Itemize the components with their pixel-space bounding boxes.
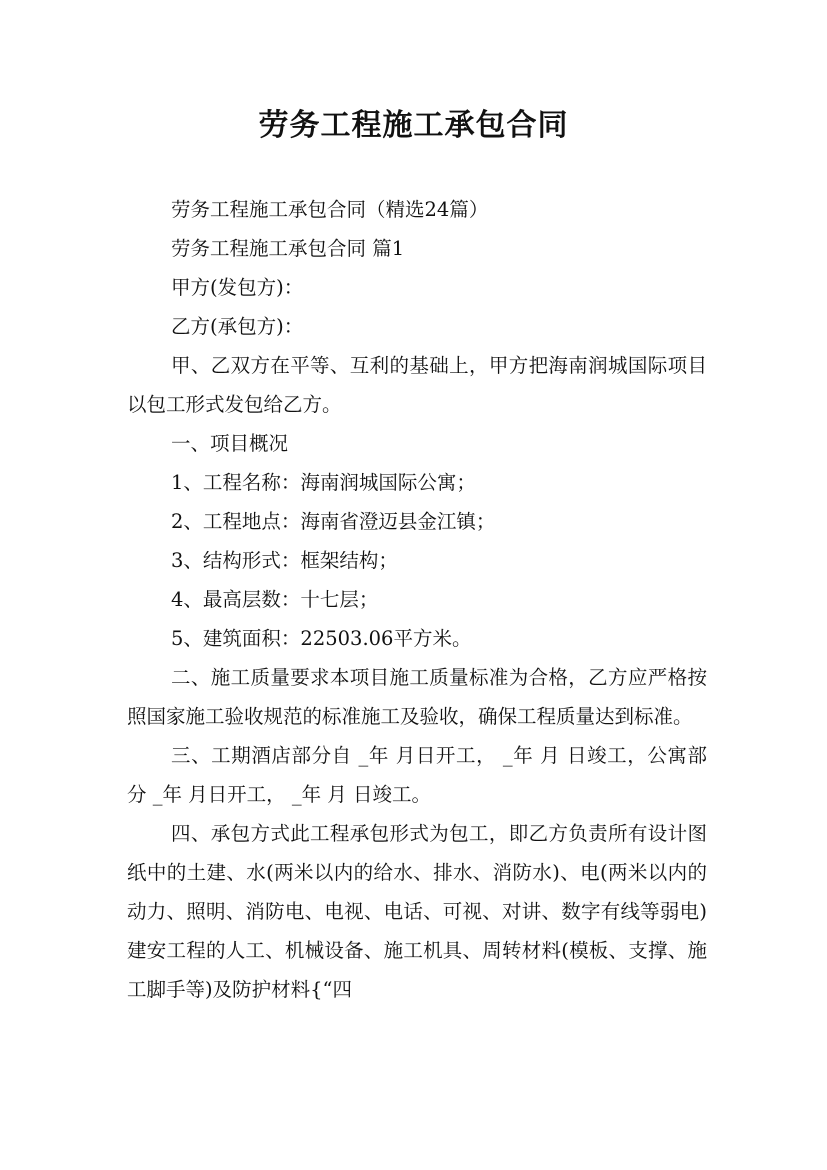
paragraph-party-b: 乙方(承包方)： (171, 315, 304, 338)
paragraph-quality-requirements: 二、施工质量要求本项目施工质量标准为合格，乙方应严格按照国家施工验收规范的标准施工及验收，确保工程质量达到标准。 (127, 666, 707, 728)
paragraph-contract-method: 四、承包方式此工程承包形式为包工，即乙方负责所有设计图纸中的土建、水(两米以内的给水、排水、消防水)、电(两米以内的动力、照明、消防电、电视、电话、可视、对讲、数字有线等弱电)建安工程的人工、机械设备、施工机具、周转材料(模板、支撑、施工脚手等)及防护材料{“四 (127, 822, 707, 1001)
paragraph-subtitle: 劳务工程施工承包合同（精选24篇） (171, 198, 489, 221)
paragraph-schedule: 三、工期酒店部分自 _年 月日开工， _年 月 日竣工，公寓部分 _年 月日开工， _年 月 日竣工。 (127, 744, 707, 806)
paragraph-structure-type: 3、结构形式：框架结构； (171, 549, 398, 572)
paragraph-building-area: 5、建筑面积：22503.06平方米。 (171, 627, 472, 650)
paragraph-project-name: 1、工程名称：海南润城国际公寓； (171, 471, 476, 494)
paragraph-project-overview-heading: 一、项目概况 (171, 432, 289, 455)
paragraph-intro: 甲、乙双方在平等、互利的基础上，甲方把海南润城国际项目以包工形式发包给乙方。 (127, 354, 707, 416)
document-body (127, 190, 707, 1009)
paragraph-section-heading: 劳务工程施工承包合同 篇1 (171, 237, 405, 260)
paragraph-party-a: 甲方(发包方)： (171, 276, 304, 299)
document-title: 劳务工程施工承包合同 (258, 108, 569, 143)
paragraph-project-location: 2、工程地点：海南省澄迈县金江镇； (171, 510, 496, 533)
paragraph-max-floors: 4、最高层数：十七层； (171, 588, 379, 611)
